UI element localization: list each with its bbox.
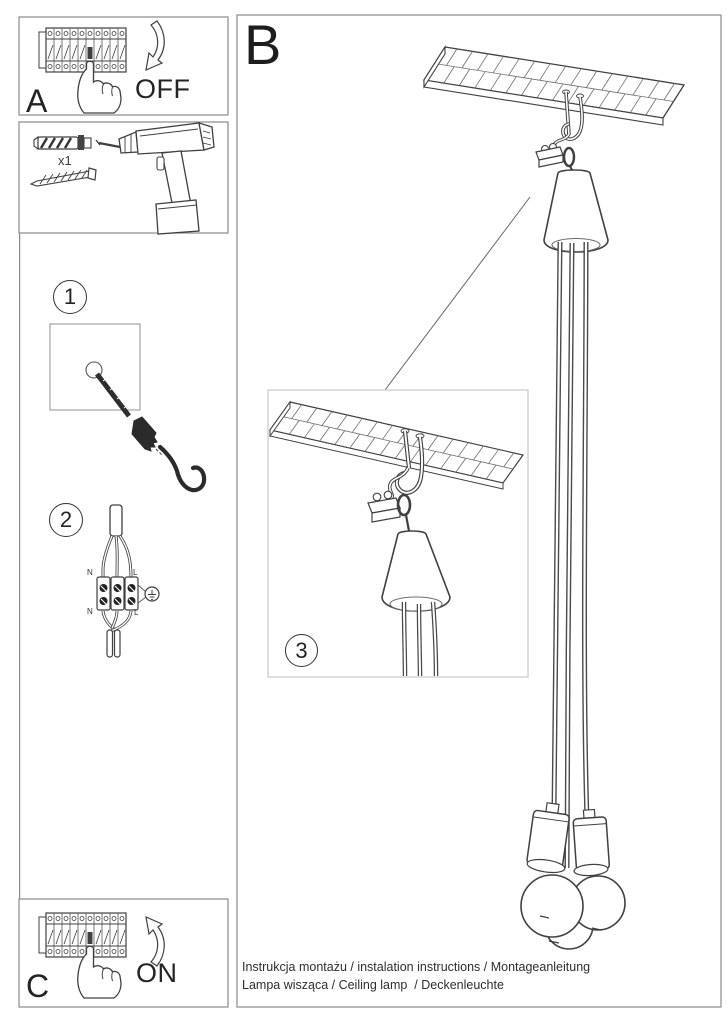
wall-plug-icon <box>34 135 91 150</box>
wall-plug-drawing <box>132 417 157 451</box>
ground-symbol-icon <box>138 585 159 603</box>
detail-inset <box>268 390 528 677</box>
step-2-number: 2 <box>49 503 83 537</box>
step-1-number: 1 <box>53 280 87 314</box>
terminal-block-drawing <box>97 577 138 610</box>
section-b-label: B <box>244 13 282 76</box>
cable-sleeve-top <box>110 505 122 536</box>
section-c-label: C <box>26 968 50 1004</box>
wires-top <box>103 536 131 577</box>
step2-illustration <box>97 505 159 657</box>
section-a-label: A <box>26 83 48 119</box>
power-on-label: ON <box>136 958 178 988</box>
step-3-number: 3 <box>285 634 318 667</box>
terminal-label-l-top: L <box>133 568 138 577</box>
breaker-panel-drawing <box>39 28 126 72</box>
step1-illustration <box>50 324 204 490</box>
wires-bottom <box>103 611 131 657</box>
terminal-label-l-bottom: L <box>134 608 139 617</box>
footer-product-line: Lampa wisząca / Ceiling lamp / Deckenleuchte <box>242 978 504 992</box>
footer-title-line: Instrukcja montażu / instalation instructions / Montageanleitung <box>242 960 591 974</box>
anchor-quantity-label: x1 <box>58 153 72 168</box>
breaker-panel-drawing <box>39 913 126 957</box>
power-off-label: OFF <box>135 74 191 104</box>
terminal-label-n-top: N <box>87 568 93 577</box>
ceiling-hook-drawing <box>160 447 204 490</box>
terminal-label-n-bottom: N <box>87 607 93 616</box>
